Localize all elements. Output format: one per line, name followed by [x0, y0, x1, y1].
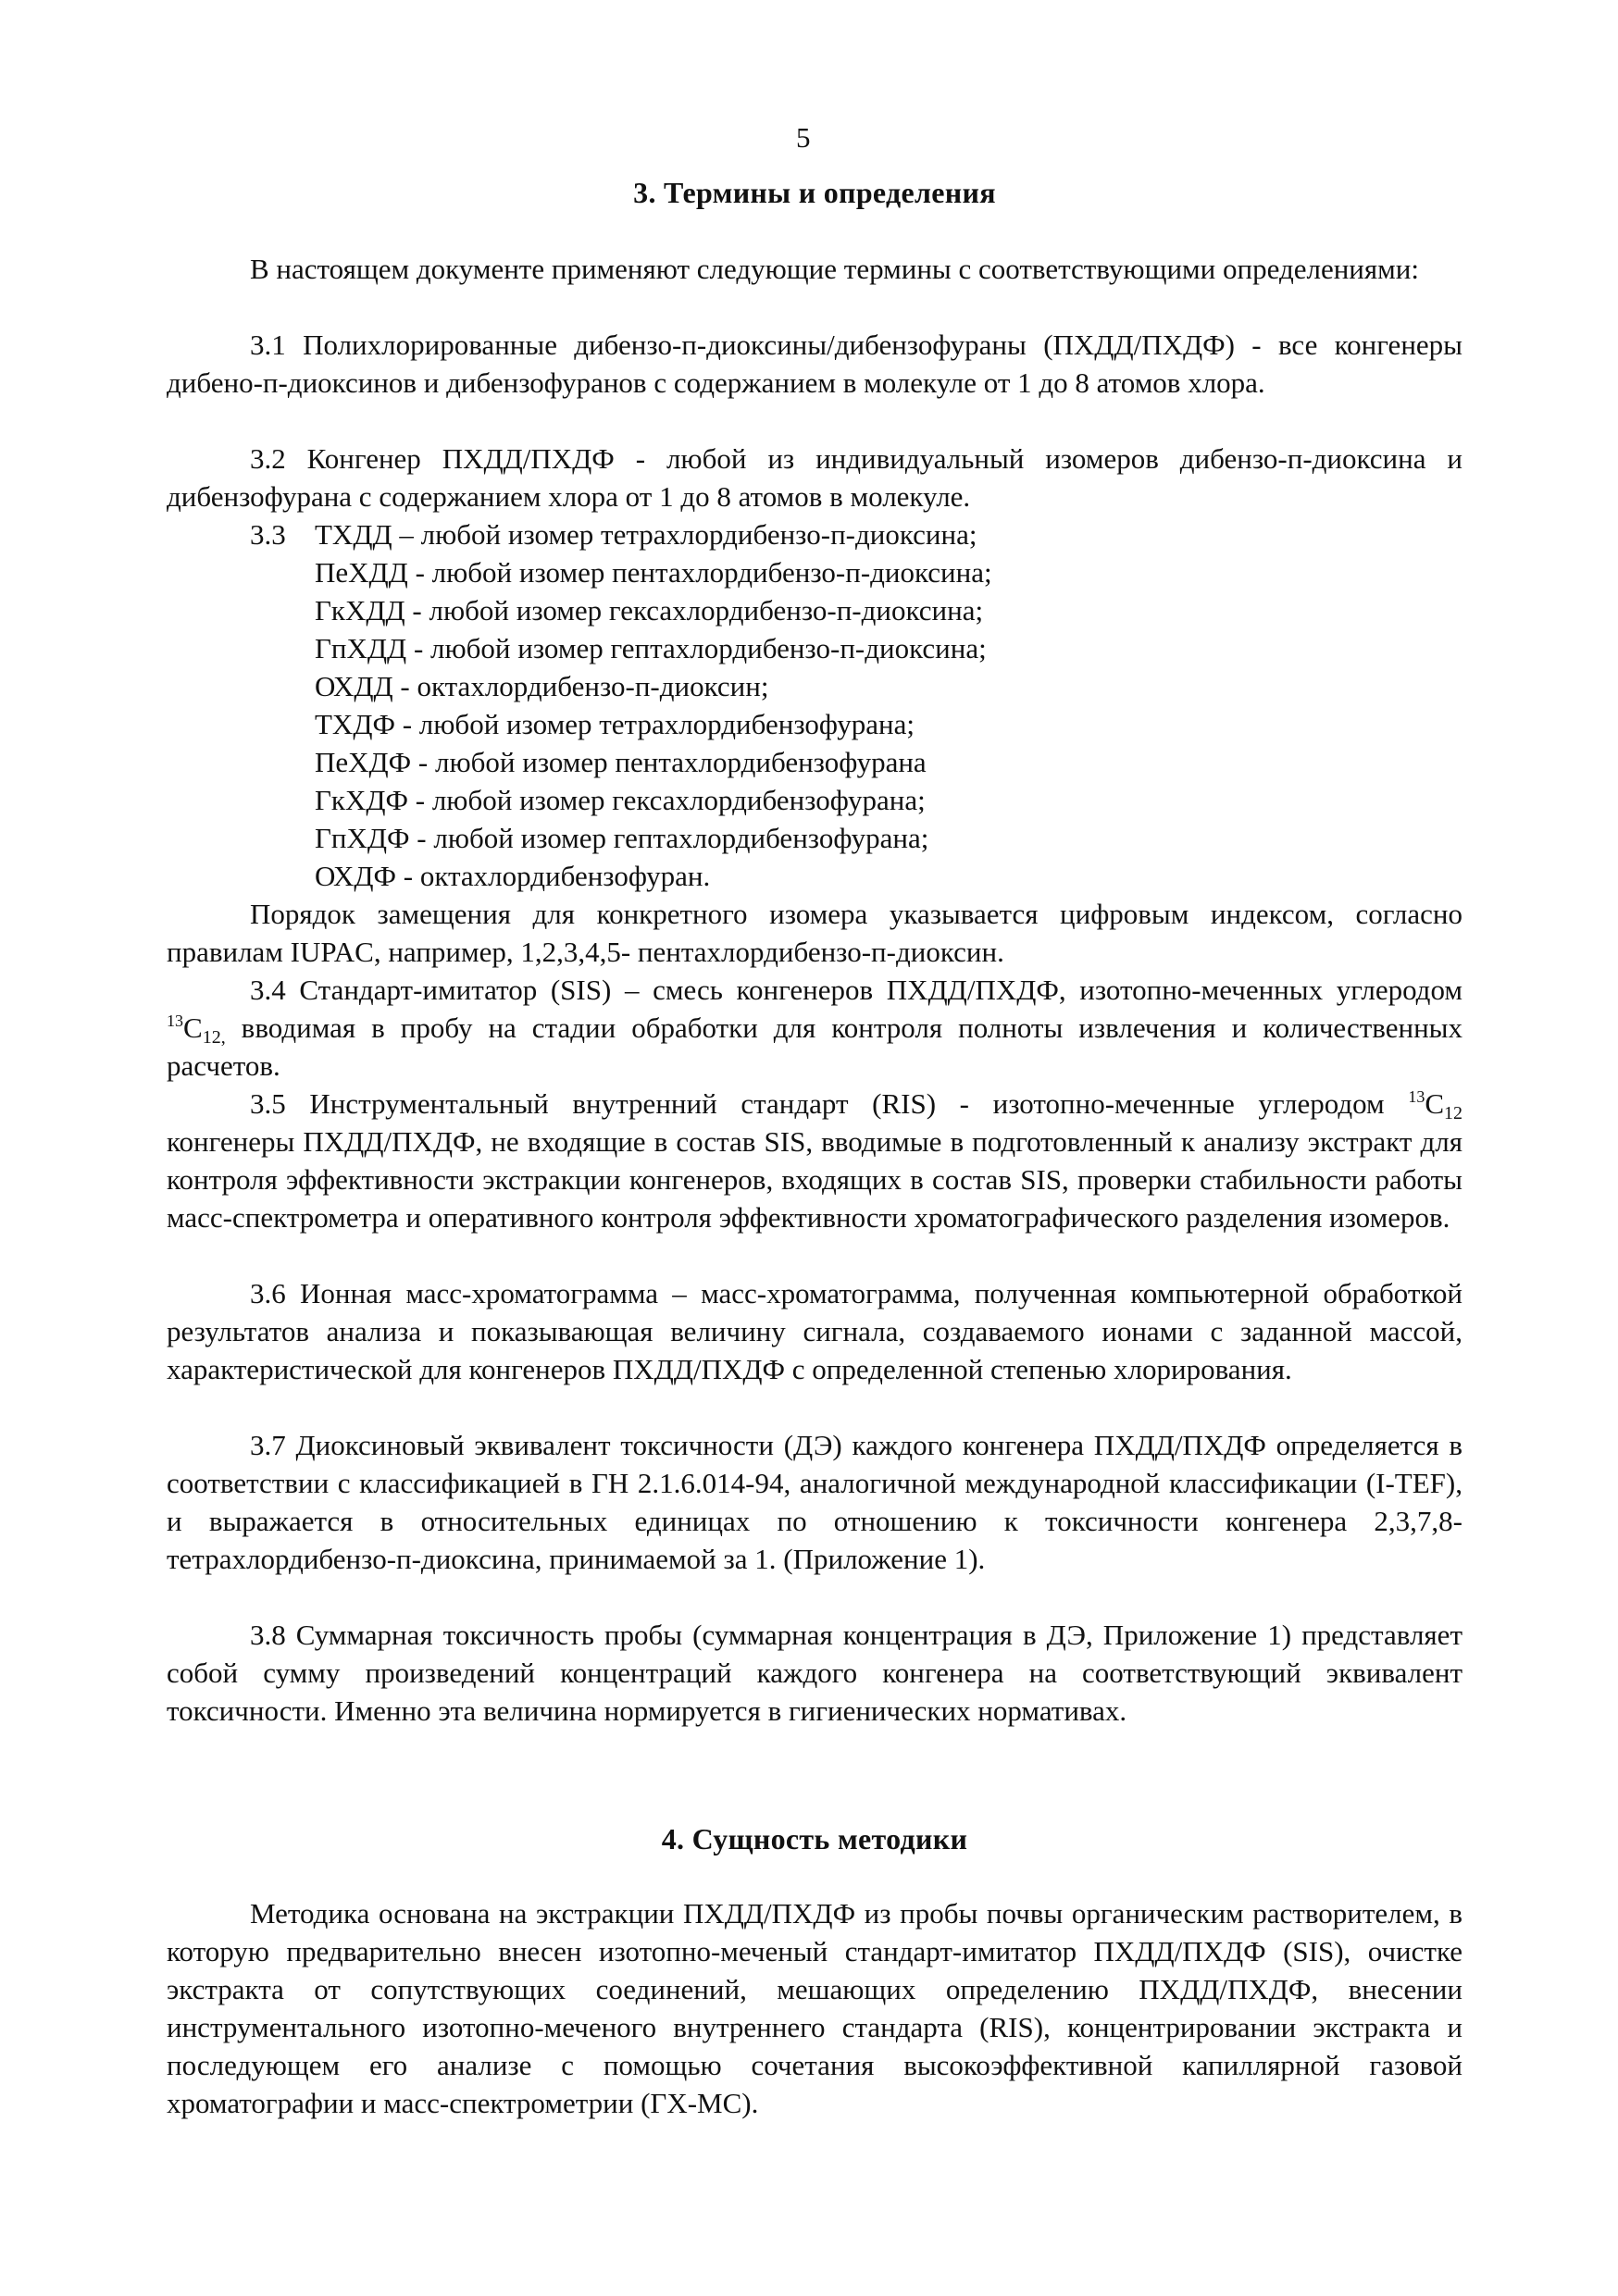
isotope-mass-number: 13 — [167, 1011, 183, 1030]
carbon-symbol: C — [1425, 1087, 1444, 1120]
isomer-definition: - октахлордибензофуран. — [396, 860, 711, 892]
isomer-definition: – любой изомер тетрахлордибензо-п-диоксина; — [392, 518, 977, 551]
isomer-abbreviation: ГкХДФ — [315, 784, 409, 816]
paragraph-3-5-text-b: конгенеры ПХДД/ПХДФ, не входящие в состав SIS, вводимые в подготовленный к анализу экстракт для контроля эффективности экстракции конгенеров, входящих в состав SIS, проверки стабильности работы масс-спектрометра и оперативного контроля эффективности хроматографического разделения изомеров. — [167, 1125, 1462, 1234]
isomer-abbreviation: ГпХДД — [315, 632, 407, 664]
isomer-definition: - любой изомер пентахлордибензо-п-диоксина; — [407, 556, 992, 589]
paragraph-3-5 — [167, 1085, 1462, 1236]
isomer-term-item — [315, 857, 992, 895]
paragraph-3-2: 3.2 Конгенер ПХДД/ПХДФ - любой из индивидуальный изомеров дибензо-п-диоксина и дибензофурана с содержанием хлора от 1 до 8 атомов в молекуле. — [167, 442, 1462, 513]
isomer-term-item — [315, 553, 992, 591]
paragraph-3-8: 3.8 Суммарная токсичность пробы (суммарная концентрация в ДЭ, Приложение 1) представляет собой сумму произведений концентраций каждого конгенера на соответствующий эквивалент токсичности. Именно эта величина нормируется в гигиенических нормативах. — [167, 1619, 1462, 1727]
isomer-abbreviation: ПеХДД — [315, 556, 408, 589]
paragraph-3-6: 3.6 Ионная масс-хроматограмма – масс-хроматограмма, полученная компьютерной обработкой результатов анализа и показывающая величину сигнала, создаваемого ионами с заданной массой, характеристической для конгенеров ПХДД/ПХДФ с определенной степенью хлорирования. — [167, 1277, 1462, 1385]
isomer-definition: - любой изомер гексахлордибензо-п-диоксина; — [404, 594, 984, 627]
isomer-term-item — [315, 629, 992, 667]
isotope-mass-number: 13 — [1408, 1087, 1425, 1106]
isomer-definition: - любой изомер тетрахлордибензофурана; — [394, 708, 915, 740]
isomer-term-item — [315, 667, 992, 705]
isomer-term-item — [315, 781, 992, 819]
isomer-definition: - любой изомер гексахлордибензофурана; — [408, 784, 926, 816]
isomer-abbreviation: ТХДД — [315, 518, 392, 551]
paragraph-3-4 — [167, 971, 1462, 1085]
paragraph-3-4-text-b: вводимая в пробу на стадии обработки для контроля полноты извлечения и количественных расчетов. — [167, 1011, 1462, 1082]
carbon-symbol: C — [183, 1011, 203, 1044]
isomer-term-list — [315, 515, 992, 895]
paragraph-3-7: 3.7 Диоксиновый эквивалент токсичности (ДЭ) каждого конгенера ПХДД/ПХДФ определяется в соответствии с классификацией в ГН 2.1.6.014-94, аналогичной международной классификации (I-TEF), и выражается в относительных единицах по отношению к токсичности конгенера 2,3,7,8- тетрахлордибензо-п-диоксина, принимаемой за 1. (Приложение 1). — [167, 1429, 1462, 1575]
isomer-term-item — [315, 515, 992, 553]
isomer-abbreviation: ОХДД — [315, 670, 393, 702]
isomer-term-item — [315, 743, 992, 781]
section-3-title: 3. Термины и определения — [633, 176, 996, 209]
paragraph-3-5-text-a: 3.5 Инструментальный внутренний стандарт (RIS) - изотопно-меченные углеродом — [250, 1087, 1409, 1120]
isomer-term-item — [315, 819, 992, 857]
page-number: 5 — [796, 121, 811, 154]
section-3-intro: В настоящем документе применяют следующие термины с соответствующими определениями: — [250, 253, 1419, 285]
isomer-definition: - любой изомер гептахлордибензофурана; — [409, 822, 929, 854]
isomer-term-item — [315, 591, 992, 629]
isomer-abbreviation: ПеХДФ — [315, 746, 412, 778]
isomer-abbreviation: ГкХДД — [315, 594, 405, 627]
isomer-abbreviation: ГпХДФ — [315, 822, 410, 854]
isomer-definition: - любой изомер пентахлордибензофурана — [411, 746, 927, 778]
section-4-paragraph: Методика основана на экстракции ПХДД/ПХДФ из пробы почвы органическим растворителем, в которую предварительно внесен изотопно-меченый стандарт-имитатор ПХДД/ПХДФ (SIS), очистке экстракта от сопутствующих соединений, мешающих определению ПХДД/ПХДФ, внесении инструментального изотопно-меченого внутреннего стандарта (RIS), концентрировании экстракта и последующем его анализе с помощью сочетания высокоэффективной капиллярной газовой хроматографии и масс-спектрометрии (ГХ-МС). — [167, 1897, 1462, 2119]
paragraph-3-4-text-a: 3.4 Стандарт-имитатор (SIS) – смесь конгенеров ПХДД/ПХДФ, изотопно-меченных углеродом — [250, 974, 1462, 1006]
isomer-abbreviation: ОХДФ — [315, 860, 396, 892]
paragraph-3-3-label: 3.3 — [250, 518, 286, 551]
paragraph-substitution-order: Порядок замещения для конкретного изомера указывается цифровым индексом, согласно правилам IUPAC, например, 1,2,3,4,5- пентахлордибензо-п-диоксин. — [167, 898, 1462, 968]
isotope-subscript: 12 — [1444, 1103, 1462, 1123]
section-4-title: 4. Сущность методики — [661, 1822, 968, 1855]
isomer-term-item — [315, 705, 992, 743]
paragraph-3-1: 3.1 Полихлорированные дибензо-п-диоксины/дибензофураны (ПХДД/ПХДФ) - все конгенеры дибено-п-диоксинов и дибензофуранов с содержанием в молекуле от 1 до 8 атомов хлора. — [167, 329, 1462, 399]
isomer-abbreviation: ТХДФ — [315, 708, 395, 740]
isomer-definition: - любой изомер гептахлордибензо-п-диоксина; — [406, 632, 987, 664]
isotope-subscript: 12, — [202, 1027, 226, 1048]
isomer-definition: - октахлордибензо-п-диоксин; — [392, 670, 769, 702]
